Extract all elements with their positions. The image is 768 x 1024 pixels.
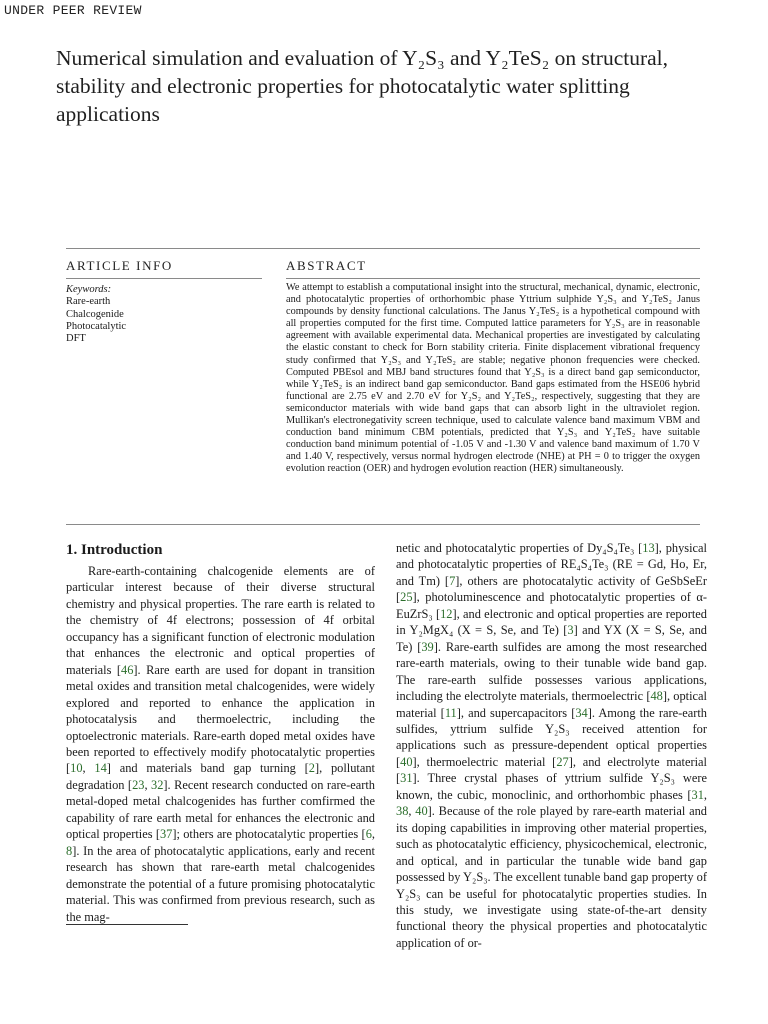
body-text: ] and YX (X = S, Se, and Te) [ [396,623,707,654]
citation-link[interactable]: 7 [449,573,456,588]
body-text: ]. Three crystal phases of yttrium sulfide Y₂S₃ were known, the cubic, monoclinic, and orthorhombic phases [ [396,771,707,802]
body-text: ]. Because of the role played by rare-earth material and its doping capabilities in improving other material properties, such as photocatalytic efficiency, physicochemical, electronic, and optical, and in particular the tunable wide band gap possessed by Y₂S₃. The excellent tunable band gap property of Y₂S₃ can be useful for photocatalytic properties studies. In this study, we investigate using state-of-the-art density functional theory the physical properties and photocatalytic application of or- [396,804,707,950]
article-info-heading: ARTICLE INFO [66,258,173,273]
abstract-divider [286,278,700,279]
body-text: ]. Among the rare-earth sulfides, yttrium sulfide Y₂S₃ received attention for applications such as pressure-dependent optical properties [ [396,705,707,769]
keywords-label: Keywords: [66,284,112,295]
citation-link[interactable]: 40 [415,804,428,819]
keyword-item: DFT [66,333,86,345]
citation-link[interactable]: 46 [121,662,134,677]
body-text: ], and electronic and optical properties are reported in Y₂MgX₄ (X = S, Se, and Te) [ [396,606,707,638]
citation-link[interactable]: 32 [151,777,164,792]
keyword-item: Rare-earth [66,296,111,308]
body-text: , [408,804,416,819]
keyword-item: Chalcogenide [66,308,124,320]
paper-title: Numerical simulation and evaluation of Y₂S₃ and Y₂TeS₂ on structural, stability and electronic properties for photocatalytic water splitting applications [56,46,669,126]
body-text: ], and electrolyte material [ [396,754,707,786]
citation-link[interactable]: 2 [308,761,315,776]
citation-link[interactable]: 11 [444,705,457,720]
citation-link[interactable]: 31 [400,771,413,786]
citation-link[interactable]: 8 [66,843,73,858]
body-text: ], thermoelectric material [ [412,754,557,769]
body-text: ]. Rare earth are used for dopant in transition metal oxides and transition metal chalcogenides, were widely explored and reported to enhance the application in photocatalysis and thermoelectric, including the optoelectronic materials. Rare-earth doped metal oxides have been reported to effectively modify photocatalytic properties [ [66,662,376,776]
citation-link[interactable]: 12 [440,606,453,621]
body-text: ]. Recent research conducted on rare-earth metal-doped metal chalcogenides has further comfirmed the capability of rare earth metal for enhances the electronic and optical properties [ [66,777,375,842]
introduction-column-left [66,563,375,925]
footnote-rule [66,924,188,925]
citation-link[interactable]: 10 [70,761,83,776]
body-text: , [82,761,95,776]
article-info-divider [66,278,262,279]
citation-link[interactable]: 48 [650,689,663,704]
body-text: , [144,777,151,792]
abstract-heading: ABSTRACT [286,258,367,273]
citation-link[interactable]: 6 [365,827,372,842]
citation-link[interactable]: 39 [421,639,434,654]
citation-link[interactable]: 3 [567,623,574,638]
body-text: , [703,787,707,802]
citation-link[interactable]: 14 [94,761,107,776]
keyword-item: Photocatalytic [66,320,127,332]
citation-link[interactable]: 25 [400,590,413,605]
introduction-column-right [396,540,707,951]
introduction-heading: 1. Introduction [66,542,163,558]
body-text: ]; others are photocatalytic properties [ [172,827,366,842]
body-text: ], physical and photocatalytic properties of RE₄S₄Te₃ (RE = Gd, Ho, Er, and Tm) [ [396,541,707,588]
citation-link[interactable]: 40 [400,754,413,769]
peer-review-banner: UNDER PEER REVIEW [4,3,142,18]
body-text: ], optical material [ [396,689,707,720]
citation-link[interactable]: 34 [575,705,588,720]
citation-link[interactable]: 23 [132,777,145,792]
abstract-bottom-divider [66,524,700,525]
body-text: ] and materials band gap turning [ [106,761,309,776]
body-text: ], others are photocatalytic activity of GeSbSeEr [ [396,573,707,605]
body-text: ]. Rare-earth sulfides are among the most researched rare-earth materials, owing to their tunable wide band gap. The rare-earth sulfide possesses various applications, including the electrolyte materials, thermoelectric [ [396,639,707,704]
body-text: ], pollutant degradation [ [66,761,375,792]
citation-link[interactable]: 13 [642,541,655,555]
body-text: ], photoluminescence and photocatalytic properties of α-EuZrS₃ [ [396,590,707,621]
body-text: ]. In the area of photocatalytic applications, early and recent research has shown that rare-earth metal chalcogenides demonstrate the potential of a future promising photocatalytic material. This was confirmed from previous research, such as the mag- [66,843,375,924]
body-text: Rare-earth-containing chalcogenide elements are of particular interest because of their diverse structural chemistry and physical properties. The rare earth is related to the chemistry of 4f electrons; possession of 4f orbital occupancy has a significant function of electronic modulation that enhances the electronic and optical properties of materials [ [66,564,375,677]
abstract-text: We attempt to establish a computational insight into the structural, mechanical, dynamic, electronic, and photocatalytic properties of orthorhombic phase Yttrium sulphide Y₂S₃ and Y₂TeS₂ Janus compounds by density functional calculations. The Janus Y₂TeS₂ is a hypothetical compound with all properties computed for the first time. Computed lattice parameters for Y₂S₃ are in reasonable agreement with available experimental data. Mechanical properties are investigated by calculating the elastic constant to check for Born stability criteria. Finite displacement vibrational frequency study confirmed that Y₂S₃ and Y₂TeS₂ are stable; negative phonon frequencies were checked. Computed PBEsol and MBJ band structures found that Y₂S₃ is a direct band gap semiconductor, while Y₂TeS₂ is an indirect band gap semiconductor. Band gaps estimated from the HSE06 hybrid functional are 2.75 eV and 2.70 eV for Y₂S₂ and Y₂TeS₂, respectively, suggesting that they are semiconductor materials with wide band gaps that can absorb light in the ultraviolet region. Mullikan's electronegativity screen technique, used to calculate valence band maximum VBM and conduction band minimum CBM potentials, predicted that Y₂S₃ and Y₂TeS₂ have suitable conduction band minimum potential of -1.05 V and -1.30 V and valence band maximum of 1.70 V and 1.40 V, respectively, versus normal hydrogen electrode (NHE) at PH = 0 to trigger the oxygen evolution reaction (OER) and hydrogen evolution reaction (HER) simultaneously. [286,282,700,475]
body-text: , [371,827,375,842]
citation-link[interactable]: 38 [396,804,409,819]
header-divider [66,248,700,249]
citation-link[interactable]: 37 [159,827,173,842]
body-text: netic and photocatalytic properties of Dy₄S₄Te₃ [ [396,541,643,555]
body-text: ], and supercapacitors [ [456,705,576,720]
citation-link[interactable]: 31 [691,787,704,802]
citation-link[interactable]: 27 [556,754,569,769]
keywords-block [66,284,256,345]
